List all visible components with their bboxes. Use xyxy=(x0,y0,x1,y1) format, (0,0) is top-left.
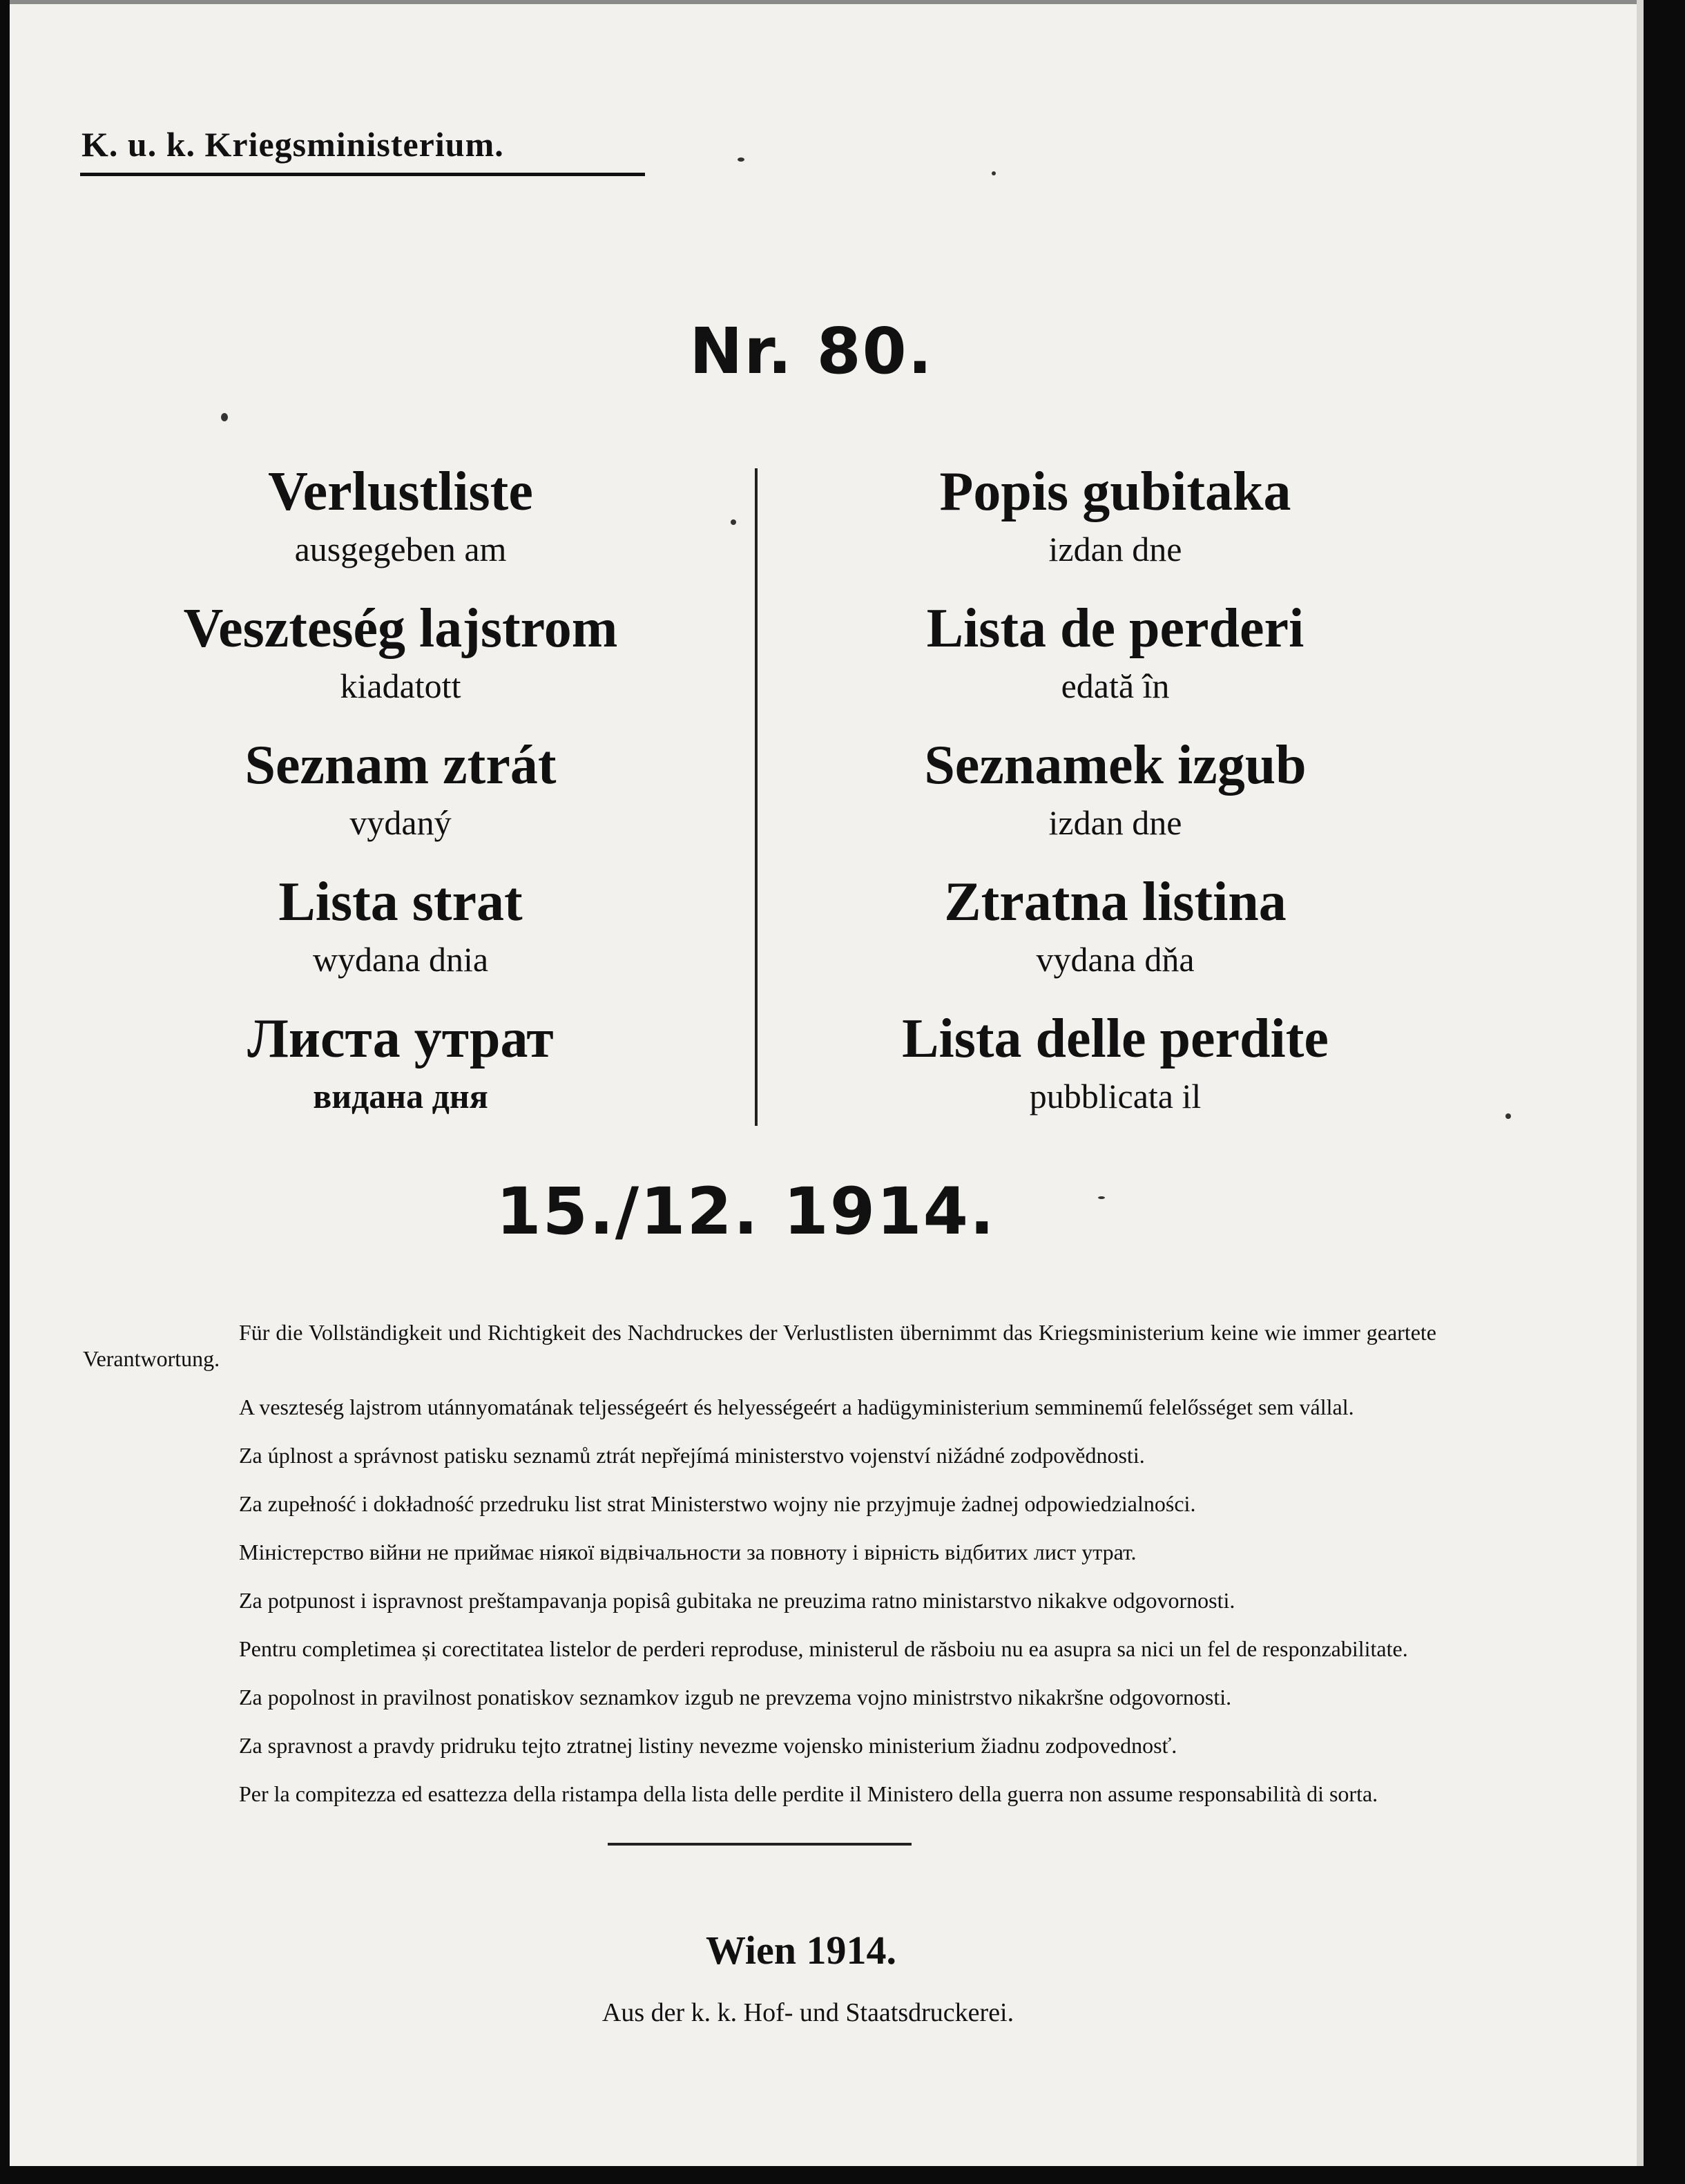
language-subtitle: wydana dnia xyxy=(312,940,489,979)
language-title: Seznam ztrát xyxy=(244,735,557,796)
scan-border-top xyxy=(0,0,1685,4)
language-title: Lista de perderi xyxy=(926,598,1304,659)
scan-speck xyxy=(1098,1196,1105,1199)
language-subtitle: ausgegeben am xyxy=(294,530,507,568)
publication-date: 15./12. 1914. xyxy=(496,1174,996,1249)
header-underline xyxy=(80,173,645,176)
scan-border-bottom xyxy=(0,2166,1685,2184)
ministry-header: K. u. k. Kriegsministerium. xyxy=(81,125,504,164)
disclaimer-section xyxy=(83,1319,1436,1817)
language-subtitle: vydana dňa xyxy=(1036,940,1195,979)
scan-speck xyxy=(1505,1113,1511,1119)
scan-speck xyxy=(731,519,736,525)
scan-speck xyxy=(738,157,744,162)
language-block xyxy=(839,866,1392,1003)
disclaimer-paragraph: Za potpunost i ispravnost preštampavanja popisâ gubitaka ne preuzima ratno ministarstvo nikakve odgovornosti. xyxy=(239,1588,1235,1613)
language-block xyxy=(124,593,677,729)
language-subtitle: edată în xyxy=(1061,667,1170,705)
language-block xyxy=(839,729,1392,866)
language-title: Verlustliste xyxy=(268,461,533,522)
language-block xyxy=(124,866,677,1003)
language-subtitle: izdan dne xyxy=(1048,803,1182,842)
language-title: Veszteség lajstrom xyxy=(183,598,618,659)
language-title: Popis gubitaka xyxy=(939,461,1291,522)
scan-speck xyxy=(992,171,996,175)
disclaimer-paragraph: Міністерство війни не приймає ніякої відвічальности за повноту і вірність відбитих лист утрат. xyxy=(239,1540,1137,1564)
language-subtitle: vydaný xyxy=(349,803,452,842)
disclaimer-paragraph: Für die Vollständigkeit und Richtigkeit des Nachdruckes der Verlustlisten übernimmt das Kriegsministerium keine wie immer geartete Verantwortung. xyxy=(83,1320,1436,1371)
language-title: Ztratna listina xyxy=(944,872,1287,932)
footer-place-year: Wien 1914. xyxy=(705,1928,897,1973)
language-column-left xyxy=(124,456,677,1140)
disclaimer-paragraph: Za spravnost a pravdy pridruku tejto ztratnej listiny nevezme vojensko ministerium žiadnu zodpovednosť. xyxy=(239,1733,1177,1758)
scan-speck xyxy=(221,413,228,421)
language-block xyxy=(839,456,1392,593)
language-title: Листа утрат xyxy=(247,1008,554,1069)
language-subtitle: видана дня xyxy=(313,1077,488,1115)
footer-printer: Aus der k. k. Hof- und Staatsdruckerei. xyxy=(601,1998,1014,2027)
language-block xyxy=(124,1003,677,1140)
disclaimer-paragraph: Za zupełność i dokładność przedruku list strat Ministerstwo wojny nie przyjmuje żadnej odpowiedzialności. xyxy=(239,1491,1196,1516)
language-title: Seznamek izgub xyxy=(924,735,1307,796)
language-subtitle: kiadatott xyxy=(340,667,461,705)
disclaimer-paragraph: Per la compitezza ed esattezza della ristampa della lista delle perdite il Ministero della guerra non assume responsabilità di sorta. xyxy=(239,1781,1378,1806)
language-block xyxy=(839,593,1392,729)
issue-number: Nr. 80. xyxy=(689,314,934,388)
language-block xyxy=(124,729,677,866)
language-subtitle: izdan dne xyxy=(1048,530,1182,568)
language-block xyxy=(839,1003,1392,1140)
disclaimer-paragraph: Pentru completimea și corectitatea listelor de perderi reproduse, ministerul de răsboiu nu ea asupra sa nici un fel de responzabilitate. xyxy=(239,1636,1408,1661)
language-column-right xyxy=(839,456,1392,1140)
language-block xyxy=(124,456,677,593)
language-title: Lista delle perdite xyxy=(902,1008,1329,1069)
scan-border-right xyxy=(1644,0,1685,2184)
footer-divider xyxy=(608,1843,912,1846)
disclaimer-paragraph: A veszteség lajstrom utánnyomatának teljességeért és helyességeért a hadügyministerium semminemű felelősséget sem vállal. xyxy=(239,1395,1354,1419)
disclaimer-paragraph: Za úplnost a správnost patisku seznamů ztrát nepřejímá ministerstvo vojenství nižádné zodpovědnosti. xyxy=(239,1443,1145,1468)
language-subtitle: pubblicata il xyxy=(1029,1077,1202,1115)
disclaimer-paragraph: Za popolnost in pravilnost ponatiskov seznamkov izgub ne prevzema vojno ministrstvo nikakršne odgovornosti. xyxy=(239,1685,1232,1709)
column-divider xyxy=(755,468,758,1126)
language-title: Lista strat xyxy=(278,872,523,932)
scan-border-right-edge xyxy=(1637,0,1644,2184)
